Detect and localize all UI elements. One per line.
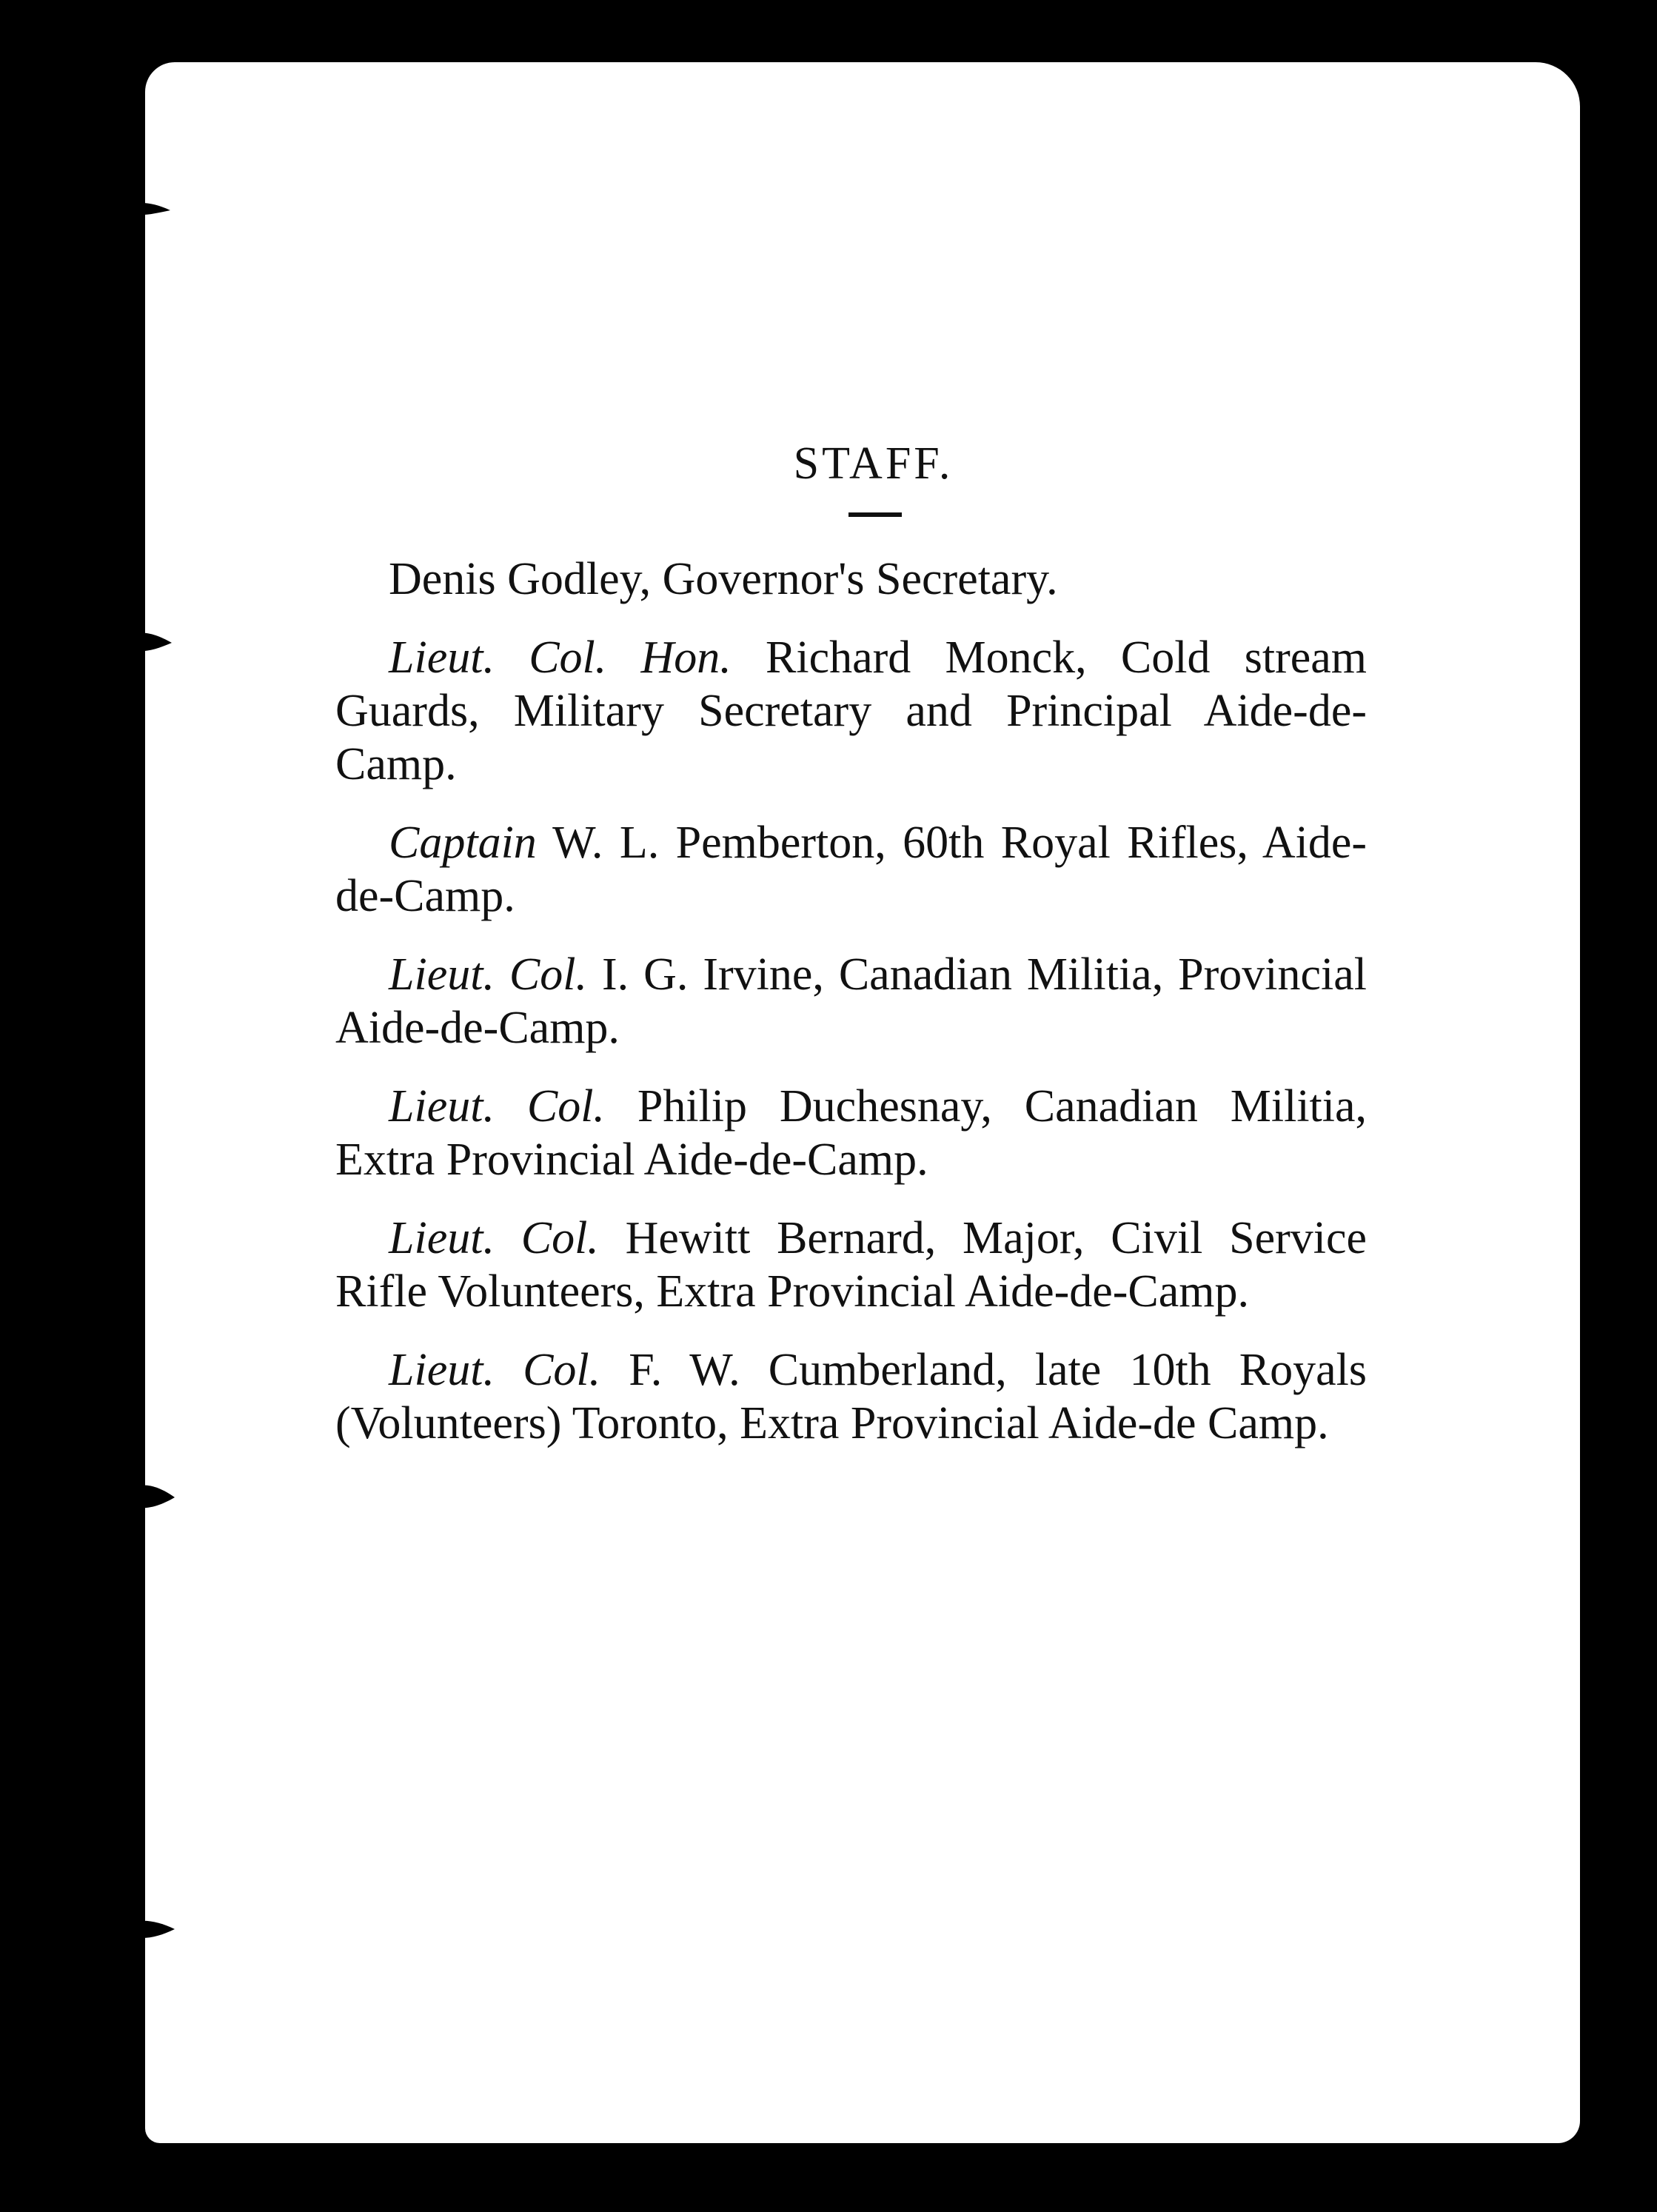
- staff-entry: [335, 631, 1367, 791]
- staff-description: Hewitt Bernard, Major, Civil Service Rifle Volunteers, Extra Provincial Aide-de-Camp.: [335, 1213, 1368, 1317]
- staff-entry: [335, 1212, 1367, 1318]
- staff-entry: [335, 1080, 1367, 1186]
- staff-description: Richard Monck, Cold stream Guards, Military Secretary and Principal Aide-de-Camp.: [335, 632, 1367, 789]
- staff-description: F. W. Cumberland, late 10th Royals (Volunteers) Toronto, Extra Provincial Aide-de Camp.: [335, 1345, 1368, 1449]
- staff-description: Philip Duchesnay, Canadian Militia, Extra Provincial Aide-de-Camp.: [335, 1081, 1368, 1185]
- staff-rank: Lieut. Col.: [389, 1081, 605, 1132]
- staff-rank: Lieut. Col. Hon.: [389, 632, 732, 683]
- heading-rule: [848, 512, 902, 517]
- staff-entry: [335, 1343, 1367, 1450]
- staff-entry: [335, 552, 1367, 606]
- page-title: STAFF.: [793, 438, 954, 489]
- staff-description: W. L. Pemberton, 60th Royal Rifles, Aide-de-Camp.: [335, 818, 1368, 921]
- staff-description: I. G. Irvine, Canadian Militia, Provincial Aide-de-Camp.: [335, 949, 1367, 1053]
- staff-rank: Lieut. Col.: [389, 1213, 599, 1263]
- staff-rank: Lieut. Col.: [389, 949, 587, 1000]
- staff-entry: [335, 816, 1367, 923]
- staff-entry: [335, 948, 1367, 1055]
- staff-description: Denis Godley, Governor's Secretary.: [389, 554, 1058, 604]
- page-text-block: [335, 437, 1367, 1475]
- staff-rank: Captain: [389, 818, 537, 868]
- staff-rank: Lieut. Col.: [389, 1345, 601, 1395]
